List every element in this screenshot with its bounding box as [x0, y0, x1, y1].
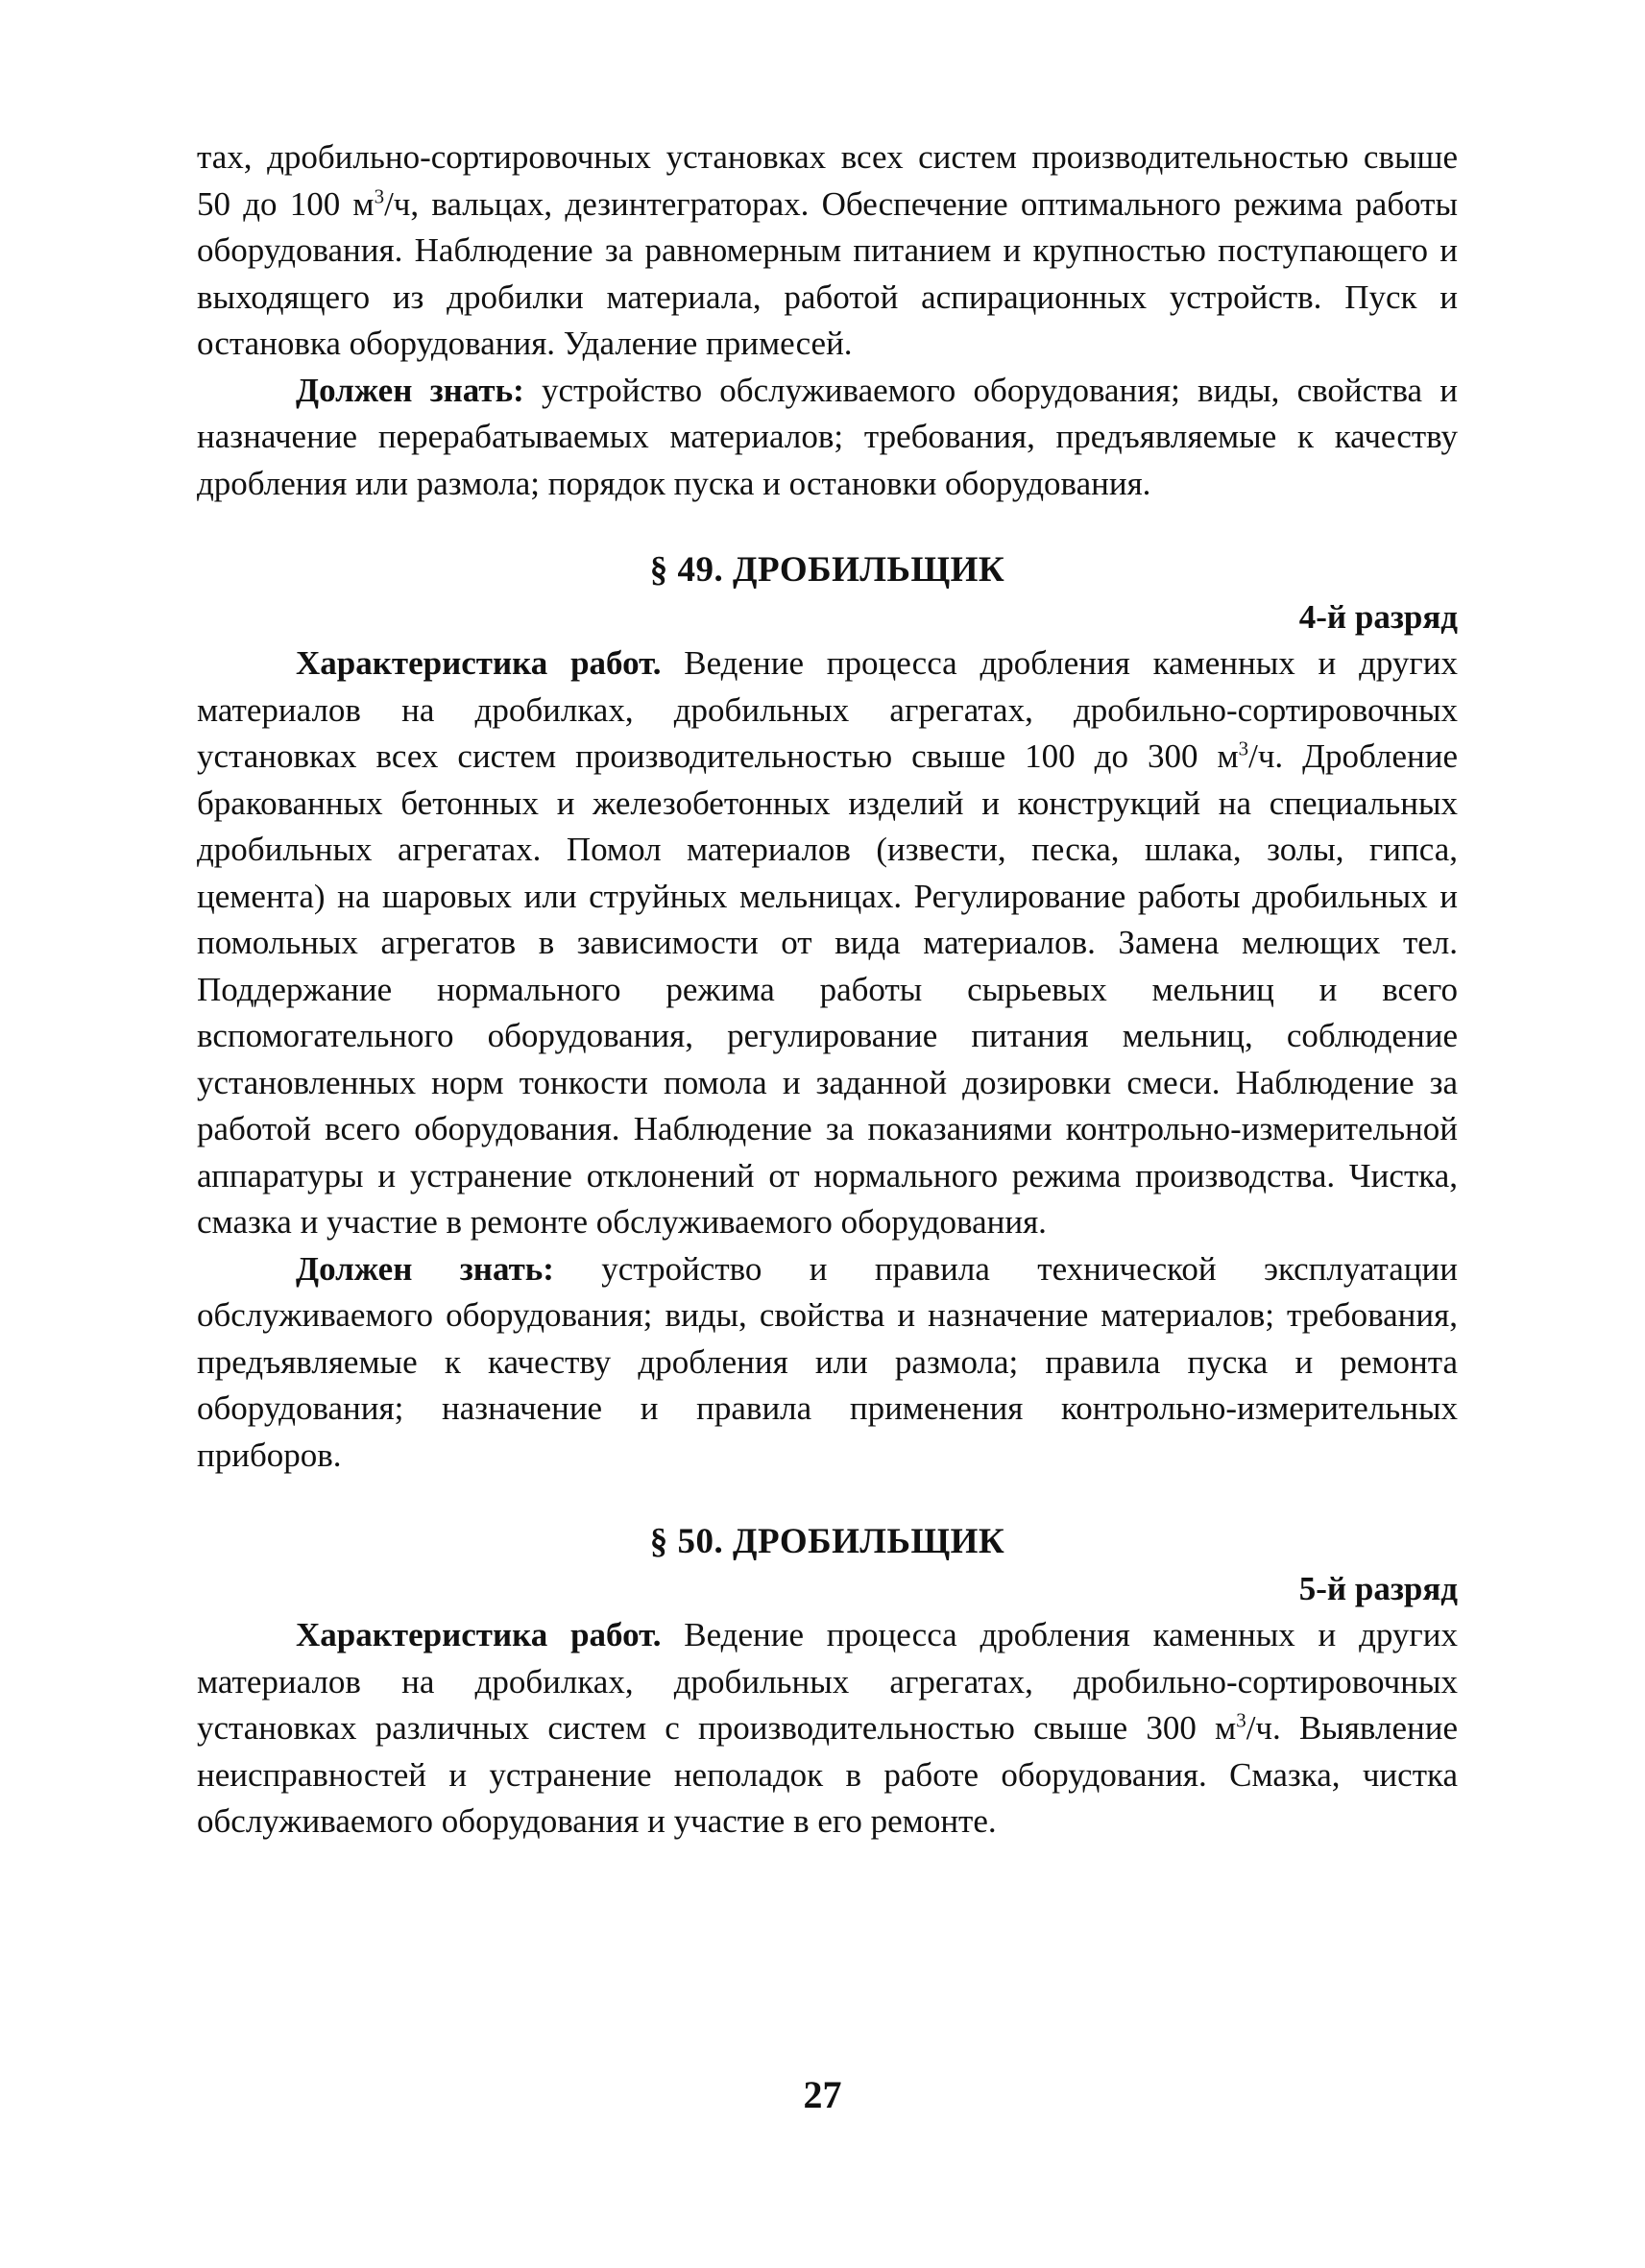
section-50-work-text-part-a: Ведение процесса дробления каменных и других материалов на дробилках, дробильных агрегатах, дробильно-сортировочных установках различных систем с производительностью свыше 300 м [197, 1616, 1458, 1747]
section-49-knowledge-text: устройство и правила технической эксплуатации обслуживаемого оборудования; виды, свойства и назначение материалов; требования, предъявляемые к качеству дробления или размола; правила пуска и ремонта оборудования; назначение и правила применения контрольно-измерительных приборов. [197, 1249, 1458, 1474]
section-50-grade: 5-й разряд [1298, 1569, 1458, 1607]
section-50-work-paragraph [197, 1612, 1458, 1846]
section-49-grade: 4-й разряд [1298, 597, 1458, 636]
section-49-title: § 49. ДРОБИЛЬЩИК [649, 550, 1005, 590]
work-characteristics-lead: Характеристика работ. [296, 1616, 662, 1653]
intro-text-part-b: /ч, вальцах, дезинтеграторах. Обеспечение оптимального режима работы оборудования. Наблюдение за равномерным питанием и крупностью поступающего и выходящего из дробилки материала, работой аспирационных устройств. Пуск и остановка оборудования. Удаление примесей. [197, 184, 1458, 362]
intro-text-part-a: тах, дробильно-сортировочных установках всех систем производительностью свыше 50 до 100 м [197, 138, 1458, 223]
document-page [197, 134, 1458, 1846]
intro-paragraph [197, 134, 1458, 368]
cubic-superscript: 3 [374, 183, 385, 207]
section-50-work-text-part-b: /ч. Выявление неисправностей и устранение неполадок в работе оборудования. Смазка, чистка обслуживаемого оборудования и участие в его ремонте. [197, 1709, 1458, 1840]
cubic-superscript: 3 [1238, 736, 1249, 760]
section-49-knowledge-paragraph [197, 1246, 1458, 1480]
section-50-title: § 50. ДРОБИЛЬЩИК [649, 1522, 1005, 1561]
intro-knowledge-paragraph [197, 368, 1458, 508]
work-characteristics-lead: Характеристика работ. [296, 644, 662, 682]
section-49-work-paragraph [197, 640, 1458, 1246]
page-number: 27 [803, 2073, 842, 2116]
must-know-text: устройство обслуживаемого оборудования; виды, свойства и назначение перерабатываемых материалов; требования, предъявляемые к качеству дробления или размола; порядок пуска и остановки оборудования. [197, 371, 1458, 502]
section-49-work-text-part-a: Ведение процесса дробления каменных и других материалов на дробилках, дробильных агрегатах, дробильно-сортировочных установках всех систем производительностью свыше 100 до 300 м [197, 644, 1458, 775]
must-know-lead: Должен знать: [296, 371, 524, 409]
section-49-work-text-part-b: /ч. Дробление бракованных бетонных и железобетонных изделий и конструкций на специальных дробильных агрегатах. Помол материалов (извести, песка, шлака, золы, гипса, цемента) на шаровых или струйных мельницах. Регулирование работы дробильных и помольных агрегатов в зависимости от вида материалов. Замена мелющих тел. Поддержание нормального режима работы сырьевых мельниц и всего вспомогательного оборудования, регулирование питания мельниц, соблюдение установленных норм тонкости помола и заданной дозировки смеси. Наблюдение за работой всего оборудования. Наблюдение за показаниями контрольно-измерительной аппаратуры и устранение отклонений от нормального режима производства. Чистка, смазка и участие в ремонте обслуживаемого оборудования. [197, 737, 1458, 1241]
cubic-superscript: 3 [1236, 1708, 1246, 1732]
must-know-lead: Должен знать: [296, 1249, 554, 1288]
